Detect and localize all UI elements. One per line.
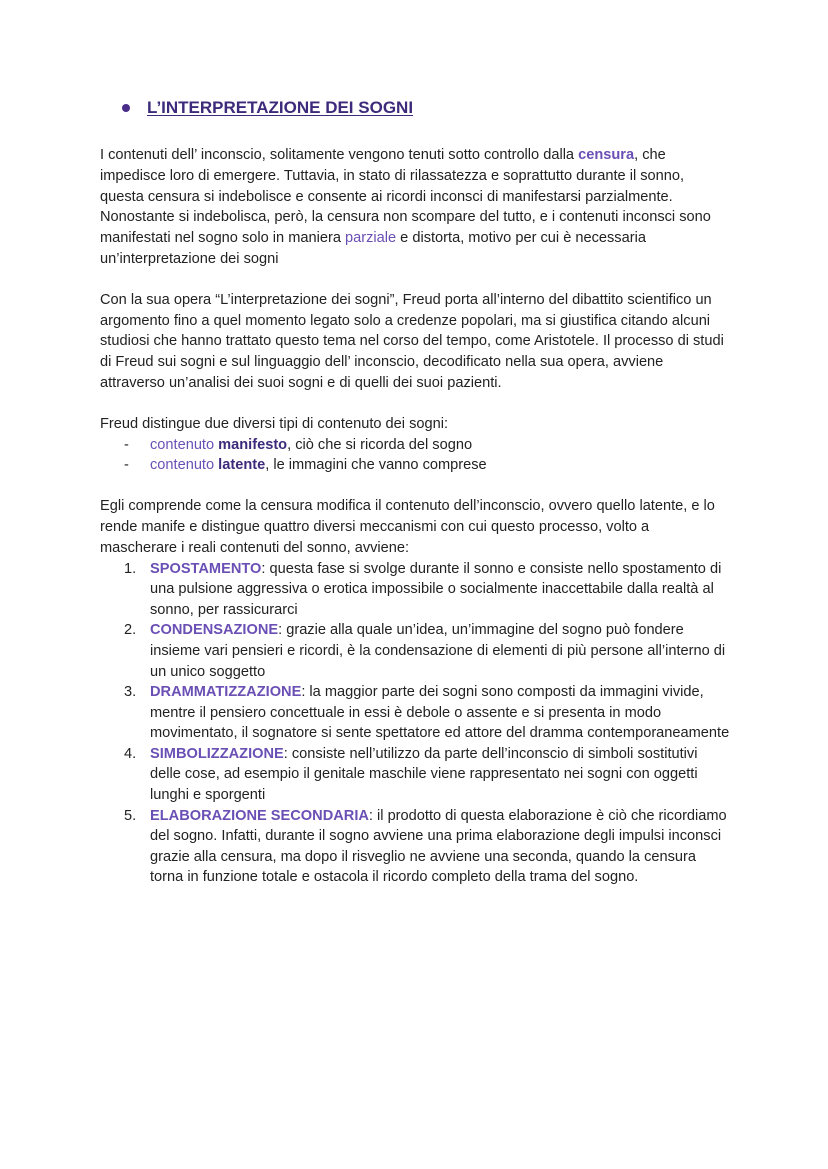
- list-item: - contenuto latente, le immagini che vanno comprese: [124, 457, 487, 474]
- content-types-list: [100, 435, 730, 477]
- list-item: 2. CONDENSAZIONE: grazie alla quale un’idea, un’immagine del sogno può fondere insieme vari pensieri e ricordi, è la condensazione di elementi di più persone all’interno di un unico soggetto: [124, 622, 726, 680]
- list-item: 3. DRAMMATIZZAZIONE: la maggior parte dei sogni sono composti da immagini vivide, mentre il pensiero concettuale in essi è debole o assente e si presenta in modo movimentato, il sognatore si sente spettatore ed attore del dramma contemporaneamente: [124, 684, 730, 742]
- bullet-icon: [122, 104, 130, 112]
- list-item: 5. ELABORAZIONE SECONDARIA: il prodotto di questa elaborazione è ciò che ricordiamo del sogno. Infatti, durante il sogno avviene una prima elaborazione degli impulsi inconsci grazie alla censura, ma dopo il risveglio ne avviene una seconda, quando la censura torna in funzione totale e ostacola il ricordo completo della trama del sogno.: [124, 807, 727, 886]
- term-elaborazione-secondaria: ELABORAZIONE SECONDARIA: [150, 807, 369, 824]
- heading-title: L’INTERPRETAZIONE DEI SOGNI: [147, 98, 414, 117]
- term-drammatizzazione: DRAMMATIZZAZIONE: [150, 684, 302, 701]
- term-manifesto: manifesto: [218, 436, 288, 453]
- term-spostamento: SPOSTAMENTO: [150, 560, 262, 577]
- term-simbolizzazione: SIMBOLIZZAZIONE: [150, 745, 284, 762]
- term-condensazione: CONDENSAZIONE: [150, 622, 279, 639]
- mechanisms-list: [100, 559, 730, 889]
- list-item: 4. SIMBOLIZZAZIONE: consiste nell’utilizzo da parte dell’inconscio di simboli sostitutivi delle cose, ad esempio il genitale maschile viene rappresentato nei sogni con oggetti lunghi e sporgenti: [124, 745, 698, 804]
- paragraph-freud-opera: Con la sua opera “L’interpretazione dei sogni”, Freud porta all’interno del dibattito scientifico un argomento fino a quel momento legato solo a credenze popolari, ma si giustifica citando alcuni studiosi che hanno trattato questo tema nel corso del tempo, come Aristotele. Il processo di studi di Freud sui sogni e sul linguaggio dell’ inconscio, decodificato nella sua opera, avviene attraverso un’analisi dei suoi sogni e di quelli dei suoi pazienti.: [100, 291, 724, 391]
- document-page: [100, 98, 730, 888]
- paragraph-meccanismi: Egli comprende come la censura modifica il contenuto dell’inconscio, ovvero quello latente, e lo rende manife e distingue quattro diversi meccanismi con cui questo processo, volto a mascherare i reali contenuti del sonno, avviene:: [100, 498, 715, 556]
- term-censura: censura: [578, 147, 635, 163]
- term-parziale: parziale: [345, 230, 397, 247]
- paragraph-censura: I contenuti dell’ inconscio, solitamente vengono tenuti sotto controllo dalla censura, che impedisce loro di emergere. Tuttavia, in stato di rilassatezza e soprattutto durante il sonno, questa censura si indebolisce e consente ai ricordi inconsci di manifestarsi parzialmente. Nonostante si indebolisca, però, la censura non scompare del tutto, e i contenuti inconsci sono manifestati nel sogno solo in maniera parziale e distorta, motivo per cui è necessaria un’interpretazione dei sogni: [100, 147, 711, 267]
- paragraph-tipi-contenuto: Freud distingue due diversi tipi di contenuto dei sogni:: [100, 415, 449, 432]
- section-heading: [122, 98, 730, 118]
- term-latente: latente: [218, 457, 266, 474]
- list-item: - contenuto manifesto, ciò che si ricorda del sogno: [124, 436, 473, 453]
- list-item: 1. SPOSTAMENTO: questa fase si svolge durante il sonno e consiste nello spostamento di una pulsione aggressiva o erotica impossibile o socialmente inaccettabile dalla realtà al sonno, per rassicurarci: [124, 560, 722, 618]
